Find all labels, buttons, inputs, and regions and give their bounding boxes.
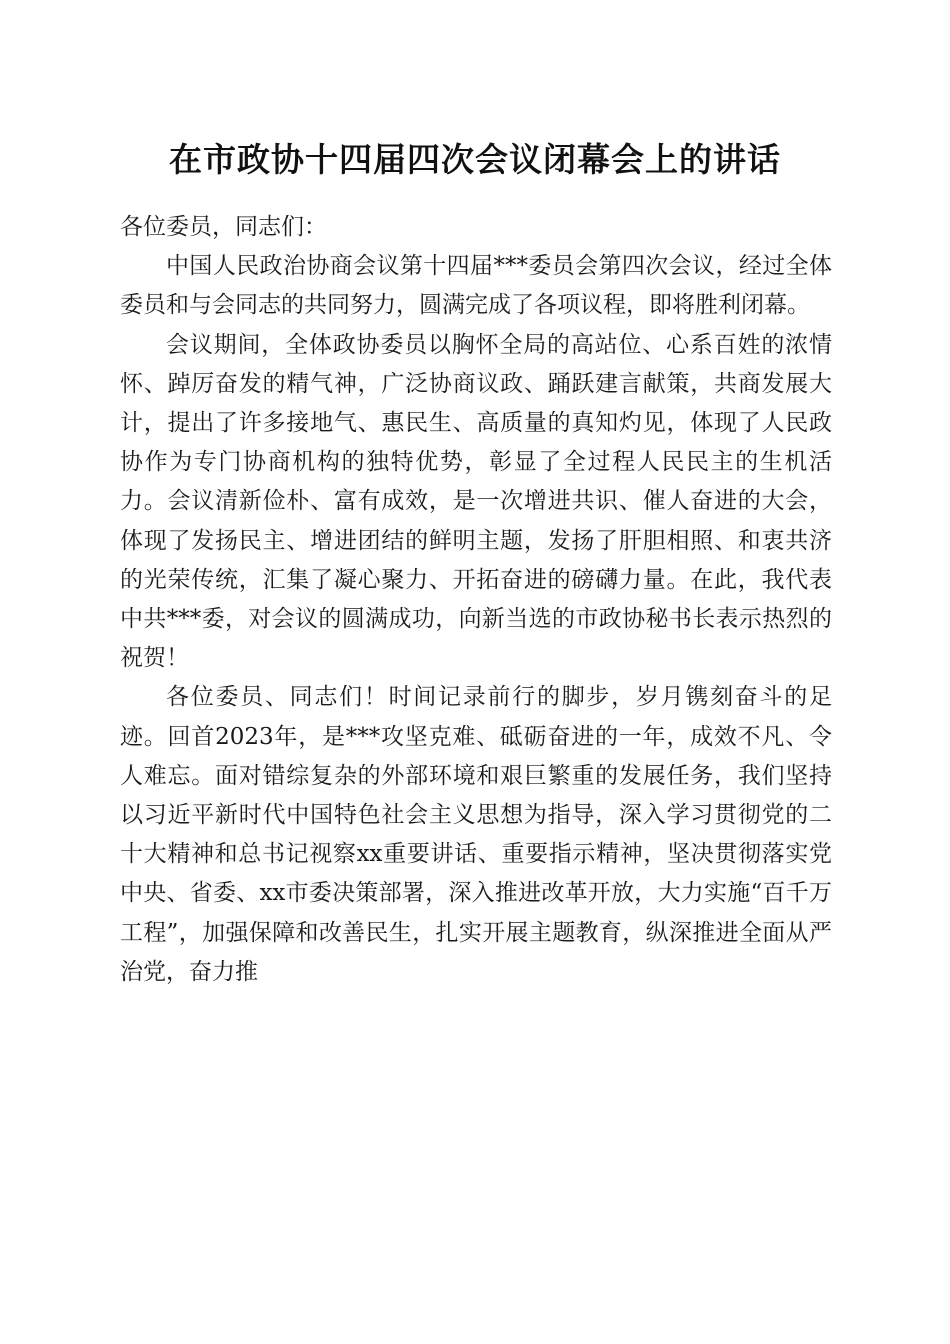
paragraph: 中国人民政治协商会议第十四届***委员会第四次会议，经过全体委员和与会同志的共同努力，圆满完成了各项议程，即将胜利闭幕。 xyxy=(120,253,832,319)
document-body xyxy=(120,208,832,992)
paragraph: 各位委员、同志们！时间记录前行的脚步，岁月镌刻奋斗的足迹。回首2023年，是***攻坚克难、砥砺奋进的一年，成效不凡、令人难忘。面对错综复杂的外部环境和艰巨繁重的发展任务，我们坚持以习近平新时代中国特色社会主义思想为指导，深入学习贯彻党的二十大精神和总书记视察xx重要讲话、重要指示精神，坚决贯彻落实党中央、省委、xx市委决策部署，深入推进改革开放，大力实施“百千万工程”，加强保障和改善民生，扎实开展主题教育，纵深推进全面从严治党，奋力推 xyxy=(120,684,832,985)
paragraph: 会议期间，全体政协委员以胸怀全局的高站位、心系百姓的浓情怀、踔厉奋发的精气神，广泛协商议政、踊跃建言献策，共商发展大计，提出了许多接地气、惠民生、高质量的真知灼见，体现了人民政协作为专门协商机构的独特优势，彰显了全过程人民民主的生机活力。会议清新俭朴、富有成效，是一次增进共识、催人奋进的大会，体现了发扬民主、增进团结的鲜明主题，发扬了肝胆相照、和衷共济的光荣传统，汇集了凝心聚力、开拓奋进的磅礴力量。在此，我代表中共***委，对会议的圆满成功，向新当选的市政协秘书长表示热烈的祝贺！ xyxy=(120,331,832,672)
salutation: 各位委员，同志们： xyxy=(120,214,327,240)
document-title: 在市政协十四届四次会议闭幕会上的讲话 xyxy=(169,140,781,179)
